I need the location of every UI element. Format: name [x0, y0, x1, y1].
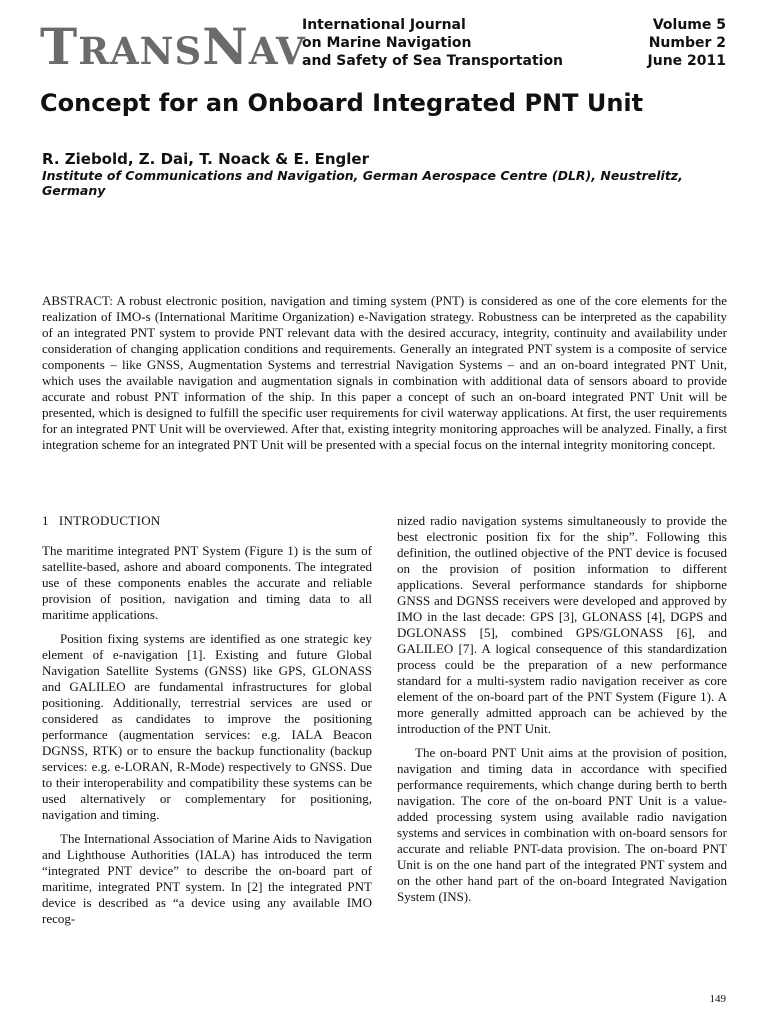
logo-letters: RANS — [78, 29, 203, 73]
logo-letter: T — [40, 17, 79, 76]
section-number: 1 — [42, 513, 49, 528]
paragraph: The on-board PNT Unit aims at the provision of position, navigation and timing data in accordance with specified performance requirements, which change during berth to berth navigation. The core of the on-board PNT Unit is a value-added processing system using available radio navigation systems and services in combination with on-board sensors for accurate and reliable PNT-data provision. The on-board PNT Unit is on the one hand part of the integrated PNT system and on the other hand part of the on-board Integrated Navigation System (INS). — [397, 745, 727, 904]
section-heading — [42, 513, 372, 529]
paragraph: nized radio navigation systems simultaneously to provide the best electronic position fix for the ship”. Following this definition, the outlined objective of the PNT device is focused on the provision of position information to different applications. Several performance standards for shipborne GNSS and DGNSS receivers were developed and approved by IMO in the last decade: GPS [3], GLONASS [4], DGPS and DGLONASS [5], combined GPS/GLONASS [6], and GALILEO [7]. A logical consequence of this standardization process could be the preparation of a new performance standard for a multi-system radio navigation receiver as core element of the on-board part of the PNT System (Figure 1). A more generally admitted approach can be achieved by the introduction of the PNT Unit. — [397, 513, 727, 736]
journal-line: on Marine Navigation — [302, 35, 472, 51]
journal-line: International Journal — [302, 17, 466, 33]
volume: Volume 5 — [652, 17, 726, 33]
abstract: ABSTRACT: A robust electronic position, navigation and timing system (PNT) is considered as one of the core elements for the realization of IMO-s (International Maritime Organization) e-Navigation strategy. Robustness can be interpreted as the capability of an integrated PNT system to provide PNT relevant data with the desired accuracy, integrity, continuity and availability under consideration of changing application conditions and requirements. Generally an integrated PNT system is a composite of service components – like GNSS, Augmentation Systems and terrestrial Navigation Systems – and an on-board integrated PNT Unit, which uses the available navigation and augmentation signals in combination with additional data of sensors aboard to provide accurate and robust PNT information of the ship. In this paper a concept of such an on-board integrated PNT Unit will be presented, which is designed to fulfill the specific user requirements for civil waterway applications. At first, the user requirements for an integrated PNT Unit will be overviewed. After that, existing integrity monitoring approaches will be analyzed. Finally, a first integration scheme for an integrated PNT Unit will be presented with a special focus on the internal integrity monitoring concept. — [42, 293, 727, 452]
journal-line: and Safety of Sea Transportation — [302, 53, 564, 69]
section-title: INTRODUCTION — [58, 513, 161, 528]
issue-info — [648, 16, 726, 70]
journal-name — [302, 16, 602, 70]
paragraph: The maritime integrated PNT System (Figure 1) is the sum of satellite-based, ashore and aboard components. The integrated use of these components enables the accurate and reliable provision of position, navigation and timing data to all maritime applications. — [42, 543, 372, 622]
right-column — [397, 513, 727, 913]
logo-letters: AV — [248, 29, 306, 73]
affiliation: Institute of Communications and Navigation, German Aerospace Centre (DLR), Neustrelitz, Germany — [42, 168, 683, 198]
left-column — [42, 513, 372, 935]
date: June 2011 — [647, 53, 726, 69]
logo-letter: N — [202, 17, 249, 76]
page-number: 149 — [709, 993, 726, 1005]
authors: R. Ziebold, Z. Dai, T. Noack & E. Engler — [42, 150, 370, 168]
paper-title: Concept for an Onboard Integrated PNT Unit — [40, 89, 644, 117]
number: Number 2 — [648, 35, 726, 51]
paragraph: Position fixing systems are identified as one strategic key element of e-navigation [1]. Existing and future Global Navigation Satellite Systems (GNSS) like GPS, GLONASS and GALILEO are fundamental infrastructures for global positioning. Additionally, terrestrial services are used or considered as candidates to improve the positioning performance (augmentation services: e.g. IALA Beacon DGNSS, RTK) or to ensure the backup functionality (backup services: e.g. e-LORAN, R-Mode) respectively to GNSS. Due to their interoperability and compatibility these systems can be used alternatively or complementary for positioning, navigation and timing. — [42, 631, 372, 822]
paragraph: The International Association of Marine Aids to Navigation and Lighthouse Authorities (IALA) has introduced the term “integrated PNT device” to describe the on-board part of maritime, integrated PNT system. In [2] the integrated PNT device is described as “a device using any available IMO recog- — [42, 831, 372, 926]
journal-logo — [40, 16, 306, 76]
